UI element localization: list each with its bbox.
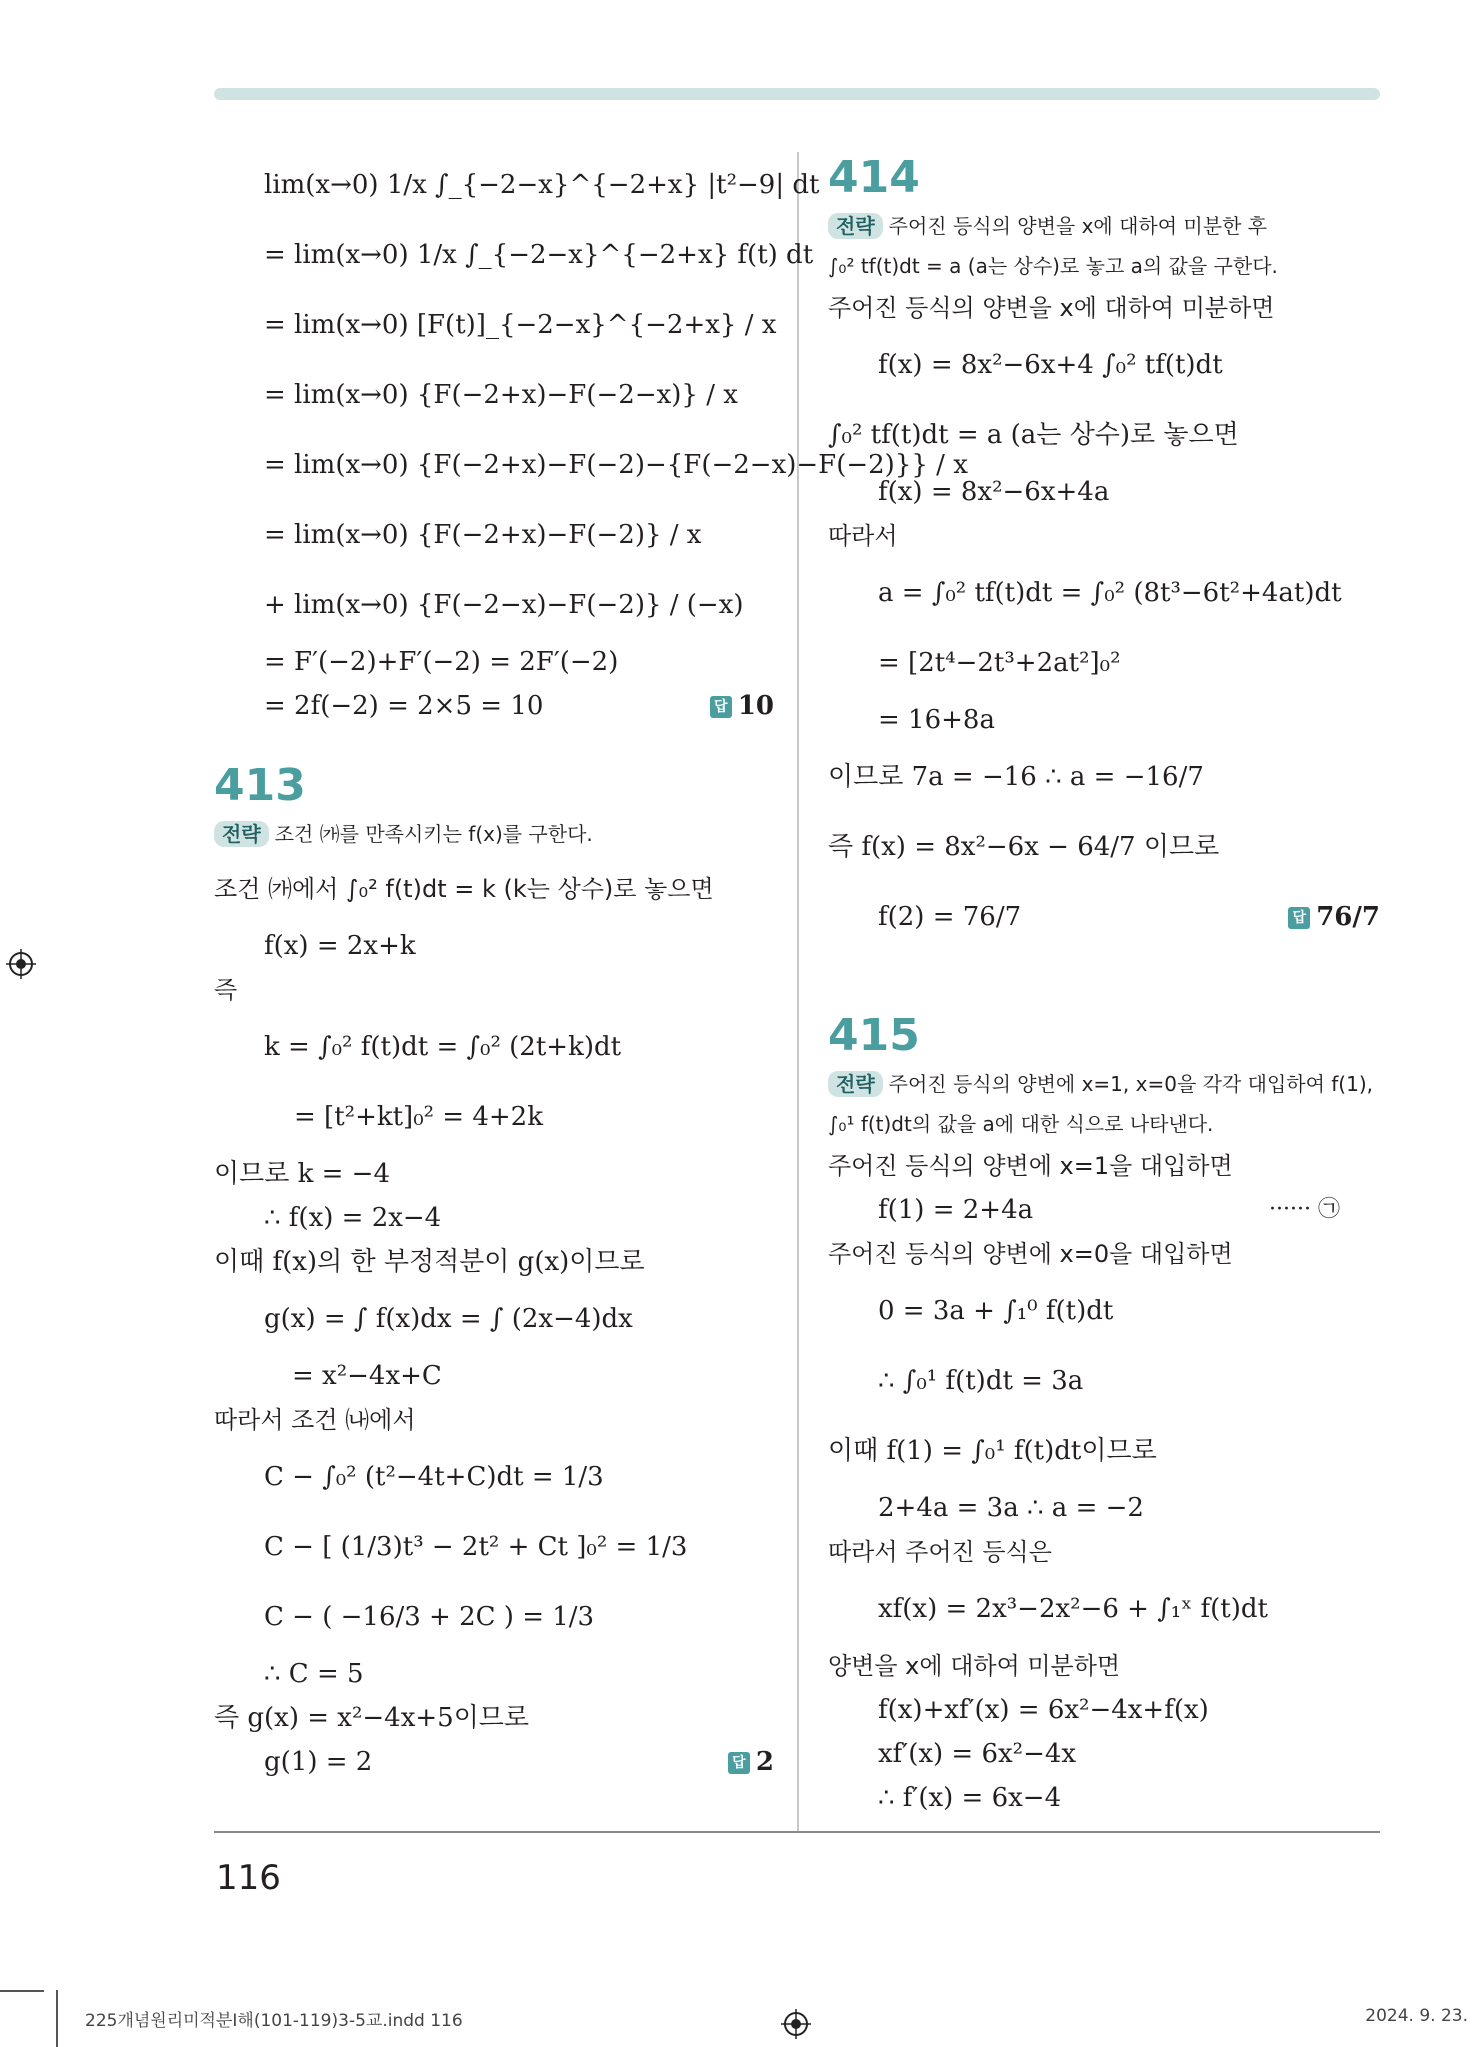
problem-number: 413	[214, 760, 306, 811]
solution-line-text: = lim(x→0) {F(−2+x)−F(−2)} / x	[264, 520, 702, 550]
solution-line-text: 따라서 주어진 등식은	[828, 1538, 1052, 1566]
strategy-line	[828, 1064, 1380, 1104]
strategy-text-continued: ∫₀¹ f(t)dt의 값을 a에 대한 식으로 나타낸다.	[828, 1112, 1214, 1136]
solution-line-text: 2+4a = 3a ∴ a = −2	[878, 1493, 1144, 1523]
solution-line	[214, 1740, 774, 1784]
solution-line	[214, 1398, 774, 1442]
solution-line	[214, 854, 774, 924]
solution-line	[828, 882, 1380, 952]
solution-line	[214, 1582, 774, 1652]
solution-line	[214, 1152, 774, 1196]
solution-line	[828, 1688, 1380, 1732]
solution-line	[214, 1082, 774, 1152]
solution-line	[214, 220, 814, 290]
solution-line	[828, 1530, 1380, 1574]
solution-line-text: = F′(−2)+F′(−2) = 2F′(−2)	[264, 647, 619, 677]
problem-number: 415	[828, 1010, 920, 1061]
registration-mark-icon	[781, 2009, 811, 2039]
solution-line-text: ∴ f(x) = 2x−4	[264, 1203, 442, 1233]
solution-line	[828, 1346, 1380, 1416]
answer	[728, 1740, 774, 1784]
solution-line-text: ∴ f′(x) = 6x−4	[878, 1783, 1062, 1813]
solution-line-text: g(x) = ∫ f(x)dx = ∫ (2x−4)dx	[264, 1304, 633, 1334]
solution-line	[828, 1644, 1380, 1688]
answer-value: 10	[737, 691, 774, 721]
solution-line	[828, 400, 1380, 470]
solution-line-text: f(1) = 2+4a	[878, 1195, 1034, 1225]
answer-badge: 답	[728, 1752, 750, 1774]
solution-line	[828, 742, 1380, 812]
solution-line-text: 즉 g(x) = x²−4x+5이므로	[214, 1703, 530, 1733]
solution-line-text: = 16+8a	[878, 705, 995, 735]
solution-line-text: 0 = 3a + ∫₁⁰ f(t)dt	[878, 1296, 1114, 1326]
solution-line	[214, 290, 777, 360]
answer	[710, 684, 774, 728]
right-column	[828, 150, 1380, 1820]
solution-line	[214, 1442, 774, 1512]
strategy-text-continued: ∫₀² tf(t)dt = a (a는 상수)로 놓고 a의 값을 구한다.	[828, 254, 1278, 278]
solution-line	[828, 1144, 1380, 1188]
solution-line-text: C − ( −16/3 + 2C ) = 1/3	[264, 1602, 595, 1632]
problem-414	[828, 150, 1380, 952]
solution-line	[214, 360, 774, 430]
solution-line	[828, 1276, 1380, 1346]
solution-lines	[828, 1144, 1380, 1820]
solution-line	[828, 1416, 1380, 1486]
solution-line	[828, 1776, 1380, 1820]
solution-line-text: 이때 f(1) = ∫₀¹ f(t)dt이므로	[828, 1436, 1157, 1466]
solution-line-text: C − [ (1/3)t³ − 2t² + Ct ]₀² = 1/3	[264, 1532, 688, 1562]
solution-line-text: = lim(x→0) 1/x ∫_{−2−x}^{−2+x} f(t) dt	[264, 240, 814, 270]
problem-413	[214, 758, 774, 1784]
solution-line	[828, 330, 1380, 400]
crop-mark	[56, 1990, 58, 2047]
solution-line-text: lim(x→0) 1/x ∫_{−2−x}^{−2+x} |t²−9| dt	[264, 170, 820, 200]
strategy-text: 주어진 등식의 양변에 x=1, x=0을 각각 대입하여 f(1),	[888, 1072, 1373, 1096]
solution-line-text: ∴ C = 5	[264, 1659, 364, 1689]
solution-line-text: a = ∫₀² tf(t)dt = ∫₀² (8t³−6t²+4at)dt	[878, 578, 1342, 608]
solution-line-text: ∴ ∫₀¹ f(t)dt = 3a	[878, 1366, 1084, 1396]
strategy-badge: 전략	[828, 1071, 883, 1097]
solution-lines	[828, 286, 1380, 952]
solution-line-text: = [2t⁴−2t³+2at²]₀²	[878, 648, 1121, 678]
strategy-badge: 전략	[214, 821, 269, 847]
solution-line	[214, 1240, 774, 1284]
solution-line	[214, 1354, 774, 1398]
solution-line-text: = [t²+kt]₀² = 4+2k	[294, 1102, 543, 1132]
solution-line-text: xf(x) = 2x³−2x²−6 + ∫₁ˣ f(t)dt	[878, 1594, 1268, 1624]
solution-line-text: = 2f(−2) = 2×5 = 10	[264, 691, 544, 721]
solution-line	[828, 470, 1380, 514]
strategy-line	[828, 206, 1380, 246]
footer-divider	[214, 1831, 1380, 1833]
solution-line-text: ∫₀² tf(t)dt = a (a는 상수)로 놓으면	[828, 420, 1239, 450]
equation-marker: ······ ㉠	[1269, 1197, 1340, 1222]
answer-badge: 답	[1288, 907, 1310, 929]
solution-line-text: + lim(x→0) {F(−2−x)−F(−2)} / (−x)	[264, 590, 744, 620]
footer-date: 2024. 9. 23.	[1365, 2006, 1468, 2026]
solution-line	[214, 684, 774, 728]
solution-line-text: 이때 f(x)의 한 부정적분이 g(x)이므로	[214, 1247, 645, 1277]
strategy-badge: 전략	[828, 213, 883, 239]
strategy-line	[214, 814, 774, 854]
solution-line	[828, 514, 1380, 558]
solution-line	[214, 570, 774, 640]
solution-line-text: f(x) = 2x+k	[264, 931, 416, 961]
solution-line	[828, 1574, 1380, 1644]
solution-line-text: 이므로 7a = −16 ∴ a = −16/7	[828, 762, 1204, 792]
solution-line-text: f(x) = 8x²−6x+4 ∫₀² tf(t)dt	[878, 350, 1223, 380]
solution-line-text: 조건 ㈎에서 ∫₀² f(t)dt = k (k는 상수)로 놓으면	[214, 875, 714, 903]
strategy-text: 조건 ㈎를 만족시키는 f(x)를 구한다.	[274, 822, 593, 846]
solution-line	[214, 1196, 774, 1240]
answer	[1288, 882, 1380, 952]
solution-line-text: 즉	[214, 976, 238, 1004]
solution-line	[214, 430, 968, 500]
solution-line	[214, 150, 820, 220]
solution-line-text: = lim(x→0) {F(−2+x)−F(−2)−{F(−2−x)−F(−2)}} / x	[264, 450, 968, 480]
solution-line-text: f(2) = 76/7	[878, 902, 1022, 932]
answer-value: 76/7	[1316, 902, 1380, 932]
solution-line	[828, 1732, 1380, 1776]
registration-mark-icon	[6, 949, 36, 979]
top-decorative-bar	[214, 88, 1380, 100]
column-divider	[797, 152, 799, 1832]
solution-line	[828, 1486, 1380, 1530]
solution-line-text: f(x)+xf′(x) = 6x²−4x+f(x)	[878, 1695, 1209, 1725]
problem-number: 414	[828, 152, 920, 203]
solution-line-text: 따라서	[828, 522, 898, 550]
solution-line-text: g(1) = 2	[264, 1747, 373, 1777]
solution-line	[214, 1512, 774, 1582]
solution-line	[214, 1696, 774, 1740]
solution-line-text: 따라서 조건 ㈏에서	[214, 1406, 416, 1434]
solution-line	[828, 558, 1380, 628]
solution-line-text: = x²−4x+C	[292, 1361, 442, 1391]
solution-line-text: 양변을 x에 대하여 미분하면	[828, 1652, 1121, 1680]
solution-line	[214, 1284, 774, 1354]
answer-badge: 답	[710, 696, 732, 718]
solution-line	[828, 698, 1380, 742]
solution-line	[828, 1232, 1380, 1276]
solution-line-text: 즉 f(x) = 8x²−6x − 64/7 이므로	[828, 832, 1220, 862]
solution-line	[214, 968, 774, 1012]
page-number: 116	[216, 1858, 281, 1898]
solution-line	[214, 500, 774, 570]
strategy-text: 주어진 등식의 양변을 x에 대하여 미분한 후	[888, 214, 1268, 238]
solution-line	[214, 640, 774, 684]
solution-lines	[214, 854, 774, 1784]
crop-mark	[0, 1990, 44, 1992]
solution-line	[214, 1652, 774, 1696]
solution-line-text: 이므로 k = −4	[214, 1159, 391, 1189]
solution-line	[828, 812, 1380, 882]
solution-line-text: = lim(x→0) {F(−2+x)−F(−2−x)} / x	[264, 380, 738, 410]
solution-line-text: 주어진 등식의 양변에 x=1을 대입하면	[828, 1152, 1233, 1180]
solution-line	[828, 1188, 1380, 1232]
solution-line	[214, 1012, 774, 1082]
answer-value: 2	[755, 1747, 774, 1777]
solution-line-text: 주어진 등식의 양변에 x=0을 대입하면	[828, 1240, 1233, 1268]
problem-415	[828, 1008, 1380, 1820]
footer-file-info: 225개념원리미적분Ⅰ해(101-119)3-5교.indd 116	[85, 2011, 463, 2031]
solution-line	[828, 286, 1380, 330]
solution-line	[828, 628, 1380, 698]
solution-line-text: xf′(x) = 6x²−4x	[878, 1739, 1077, 1769]
solution-line-text: C − ∫₀² (t²−4t+C)dt = 1/3	[264, 1462, 604, 1492]
solution-line-text: f(x) = 8x²−6x+4a	[878, 477, 1110, 507]
solution-line-text: = lim(x→0) [F(t)]_{−2−x}^{−2+x} / x	[264, 310, 777, 340]
solution-line-text: k = ∫₀² f(t)dt = ∫₀² (2t+k)dt	[264, 1032, 622, 1062]
solution-line-text: 주어진 등식의 양변을 x에 대하여 미분하면	[828, 294, 1275, 322]
solution-line	[214, 924, 774, 968]
